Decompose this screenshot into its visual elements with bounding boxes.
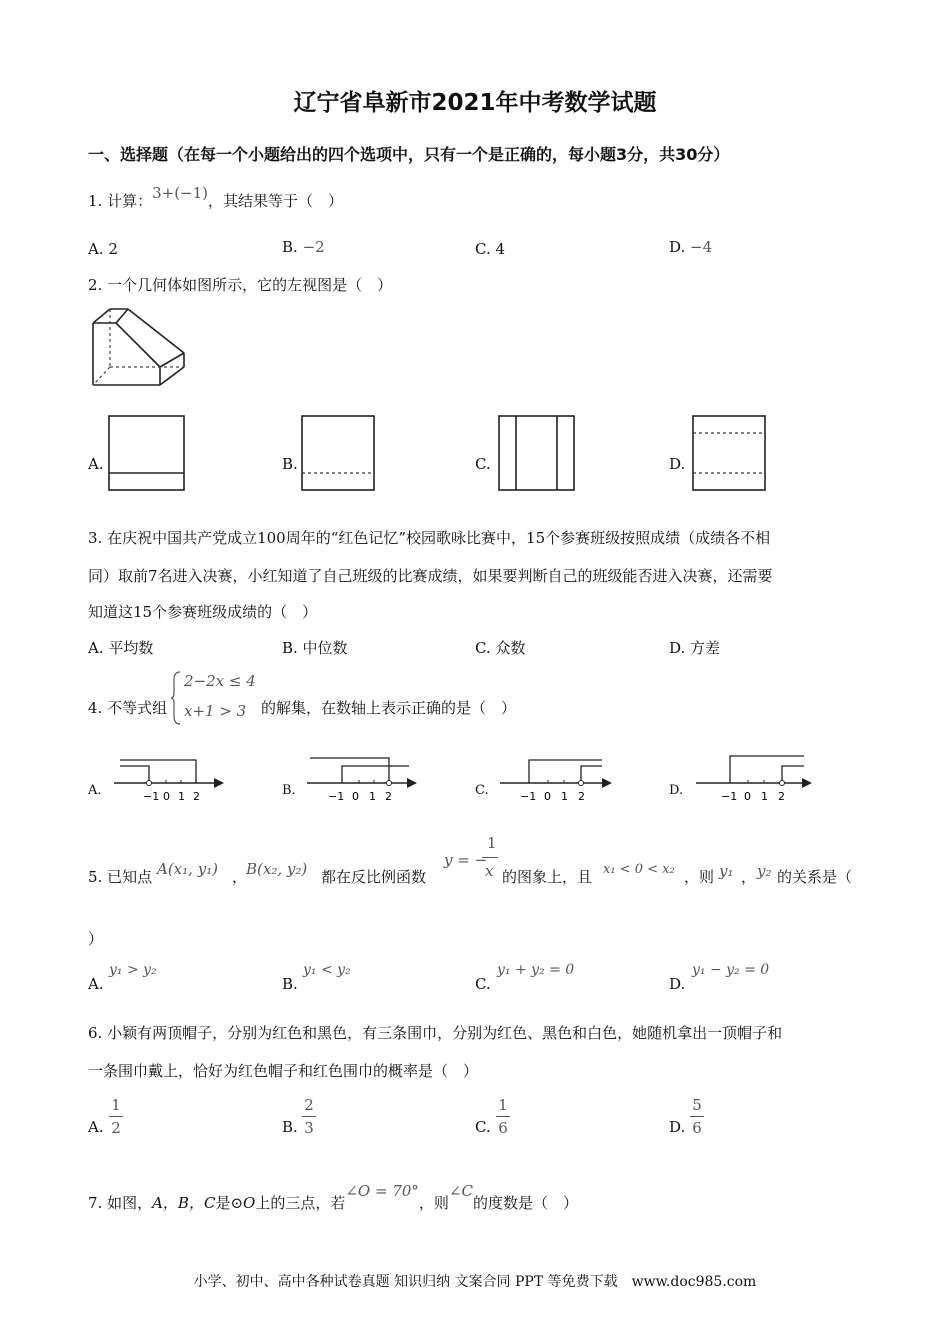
question-2: 2. 一个几何体如图所示，它的左视图是（ ）: [88, 276, 393, 294]
q2-option-c-figure[interactable]: [498, 415, 576, 492]
q5-point-b: B(x₂, y₂): [246, 860, 308, 878]
q5-option-d-expr[interactable]: y₁ − y₂ = 0: [692, 962, 770, 978]
q5-close-paren: ）: [88, 930, 104, 948]
q4-number-line-c[interactable]: [498, 756, 616, 806]
axis-tick-label: 2: [385, 790, 392, 803]
q5-function-denominator: x: [485, 862, 494, 880]
q4-option-d[interactable]: D.: [669, 783, 684, 798]
q5-y2: y₂: [757, 862, 772, 880]
page-title: 辽宁省阜新市2021年中考数学试题: [293, 90, 657, 116]
axis-tick-label: −1: [520, 790, 537, 803]
q6-option-a-fraction[interactable]: $\frac{1}{2}$: [109, 1096, 123, 1137]
q3-option-d[interactable]: D. 方差: [669, 639, 721, 657]
q5-y1: y₁: [719, 862, 734, 880]
q3-option-a[interactable]: A. 平均数: [88, 639, 154, 657]
q4-suffix: 的解集，在数轴上表示正确的是（ ）: [261, 699, 517, 717]
axis-tick-label: −1: [143, 790, 160, 803]
q5-fraction-bar: [482, 857, 498, 858]
axis-tick-label: 1: [369, 790, 376, 803]
q6-option-c-fraction[interactable]: $\frac{1}{6}$: [496, 1096, 510, 1137]
question-1: [88, 184, 344, 211]
q5-option-c-expr[interactable]: y₁ + y₂ = 0: [497, 962, 575, 978]
q1-option-a[interactable]: A. 2: [88, 240, 118, 258]
q6-option-a[interactable]: A.: [88, 1118, 104, 1136]
q6-option-d-fraction[interactable]: $\frac{5}{6}$: [690, 1096, 704, 1137]
q1-option-d[interactable]: D. −4: [669, 238, 713, 256]
q3-line-1: 3. 在庆祝中国共产党成立100周年的“红色记忆”校园歌咏比赛中，15个参赛班级按照成绩（成绩各不相: [88, 529, 771, 547]
q2-option-a[interactable]: A.: [88, 455, 104, 473]
q5-option-b-expr[interactable]: y₁ < y₂: [303, 962, 351, 978]
q5-mid: 都在反比例函数: [321, 868, 427, 886]
q1-option-c[interactable]: C. 4: [475, 240, 506, 258]
q1-option-b[interactable]: B. −2: [282, 238, 325, 256]
axis-tick-label: 2: [578, 790, 585, 803]
q4-number-line-a[interactable]: [112, 756, 227, 806]
q5-function-lhs: y = −: [444, 851, 488, 869]
q4-number-line-d[interactable]: [694, 752, 816, 806]
q1-expression: 3+(−1): [152, 184, 209, 202]
q5-function-numerator: 1: [487, 834, 497, 852]
q5-option-a-expr[interactable]: y₁ > y₂: [109, 962, 157, 978]
axis-tick-label: 0: [163, 790, 170, 803]
q3-option-c[interactable]: C. 众数: [475, 639, 526, 657]
q1-suffix: ，其结果等于（ ）: [208, 192, 344, 210]
q3-option-b[interactable]: B. 中位数: [282, 639, 348, 657]
q3-line-3: 知道这15个参赛班级成绩的（ ）: [88, 603, 318, 621]
footer-text: 小学、初中、高中各种试卷真题 知识归纳 文案合同 PPT 等免费下载 www.doc985.com: [193, 1274, 757, 1290]
q2-option-b-figure[interactable]: [301, 415, 376, 492]
q5-mid2: 的图象上，且: [502, 868, 593, 886]
q5-option-b[interactable]: B.: [282, 975, 298, 993]
geometry-solid-figure: [88, 305, 188, 387]
q4-inequality-1: 2−2x ≤ 4: [184, 672, 256, 690]
axis-tick-label: −1: [721, 790, 738, 803]
q6-option-c[interactable]: C.: [475, 1118, 491, 1136]
q6-option-b-fraction[interactable]: $\frac{2}{3}$: [302, 1096, 316, 1137]
q6-option-b[interactable]: B.: [282, 1118, 298, 1136]
q5-sep: ，: [232, 868, 248, 886]
q2-option-d[interactable]: D.: [669, 455, 686, 473]
q4-option-b[interactable]: B.: [282, 783, 296, 798]
q3-line-2: 同）取前7名进入决赛，小红知道了自己班级的比赛成绩，如果要判断自己的班级能否进入决赛，还需要: [88, 567, 773, 585]
q6-line-2: 一条围巾戴上，恰好为红色帽子和红色围巾的概率是（ ）: [88, 1062, 479, 1080]
q4-number-line-b[interactable]: [305, 754, 420, 806]
q5-prefix: 5. 已知点: [88, 868, 153, 886]
question-7: 7. 如图，A，B，C是⊙O上的三点，若∠O = 70°，则∠C的度数是（ ）: [88, 1182, 578, 1212]
q5-condition: x₁ < 0 < x₂: [603, 862, 675, 877]
q4-option-c[interactable]: C.: [475, 783, 489, 798]
q5-suffix: 的关系是（: [777, 868, 853, 886]
q5-sep2: ，: [741, 868, 757, 886]
q4-prefix: 4. 不等式组: [88, 699, 168, 717]
q2-option-b[interactable]: B.: [282, 455, 298, 473]
q5-mid3: ，则: [684, 868, 715, 886]
q5-option-d[interactable]: D.: [669, 975, 686, 993]
system-brace: [170, 670, 182, 726]
q2-option-d-figure[interactable]: [692, 415, 767, 492]
q2-option-a-figure[interactable]: [108, 415, 186, 492]
section-heading: 一、选择题（在每一个小题给出的四个选项中，只有一个是正确的，每小题3分，共30分）: [88, 145, 730, 164]
axis-tick-label: 1: [178, 790, 185, 803]
q4-inequality-2: x+1 > 3: [184, 702, 247, 720]
q2-option-c[interactable]: C.: [475, 455, 491, 473]
q4-option-a[interactable]: A.: [88, 783, 102, 798]
axis-tick-label: 0: [744, 790, 751, 803]
axis-tick-label: 2: [778, 790, 785, 803]
axis-tick-label: −1: [328, 790, 345, 803]
q5-option-a[interactable]: A.: [88, 975, 104, 993]
axis-tick-label: 0: [352, 790, 359, 803]
q6-line-1: 6. 小颖有两顶帽子，分别为红色和黑色，有三条围巾，分别为红色、黑色和白色，她随机拿出一顶帽子和: [88, 1024, 783, 1042]
axis-tick-label: 1: [561, 790, 568, 803]
axis-tick-label: 1: [761, 790, 768, 803]
axis-tick-label: 2: [193, 790, 200, 803]
q6-option-d[interactable]: D.: [669, 1118, 686, 1136]
axis-tick-label: 0: [544, 790, 551, 803]
q5-option-c[interactable]: C.: [475, 975, 491, 993]
q1-prefix: 1. 计算：: [88, 192, 153, 210]
q5-point-a: A(x₁, y₁): [157, 860, 219, 878]
